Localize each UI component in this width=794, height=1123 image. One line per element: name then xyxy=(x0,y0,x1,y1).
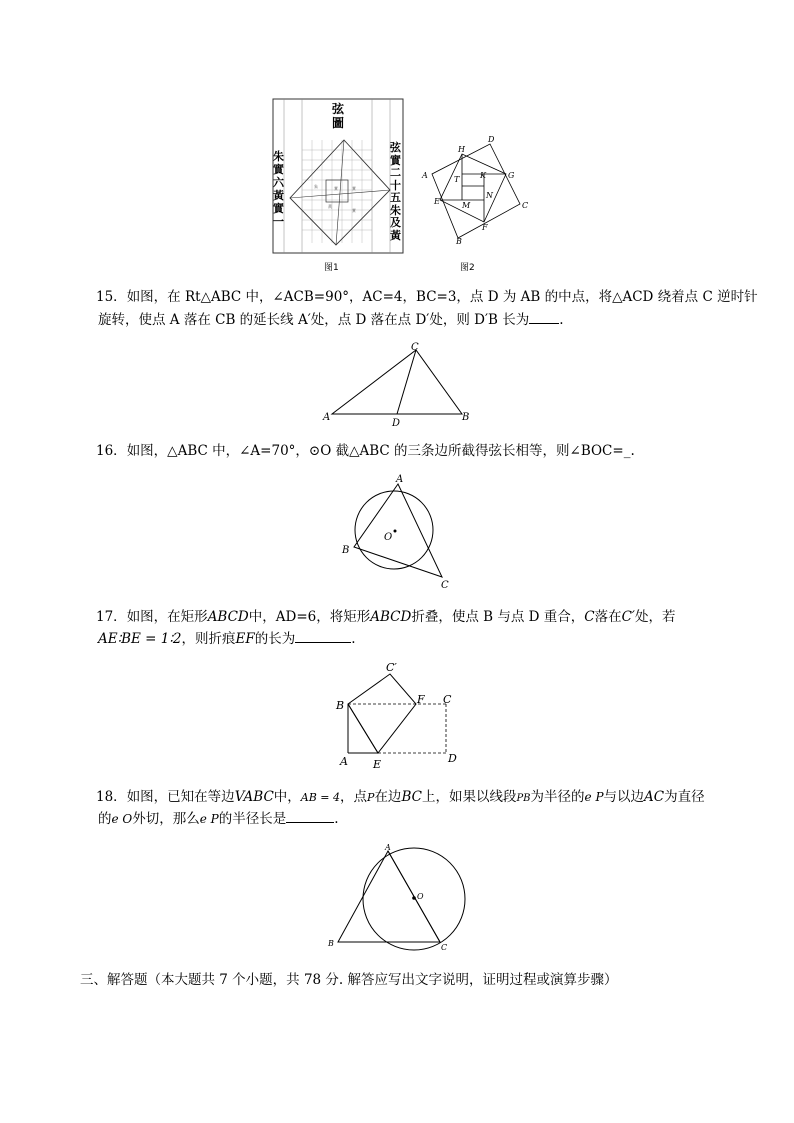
q17-text-a: 如图，在矩形 xyxy=(126,609,208,625)
q16-number: 16． xyxy=(96,443,127,459)
q18-text-l2d: e P xyxy=(199,812,219,826)
question-17-line2 xyxy=(98,628,356,650)
q17-text-d: ABCD xyxy=(370,609,412,625)
q18-text-l2a: 的 xyxy=(98,811,112,827)
svg-text:N: N xyxy=(486,191,493,200)
q18-text-a: 如图，已知在等边 xyxy=(126,789,235,805)
q16-figure xyxy=(338,470,458,592)
q17-text-g: 落在 xyxy=(594,609,622,625)
q18-text-b: VABC xyxy=(234,789,274,805)
question-17 xyxy=(96,606,676,628)
q17-label-c: C xyxy=(443,693,452,706)
q18-text-l2c: 外切，那么 xyxy=(132,811,200,827)
svg-text:H: H xyxy=(458,145,465,154)
q17-text-b: ABCD xyxy=(207,609,249,625)
q17-label-f: F xyxy=(417,693,425,706)
q17-label-b: B xyxy=(336,699,345,712)
q18-text-i: 上，如果以线段 xyxy=(421,789,517,805)
question-18 xyxy=(96,786,705,810)
q15-answer-blank[interactable] xyxy=(529,311,559,324)
q17-label-a: A xyxy=(340,755,348,768)
q18-text-l2e: 的半径长是 xyxy=(218,811,287,827)
q17-answer-blank[interactable] xyxy=(295,630,351,643)
q18-figure xyxy=(324,840,470,952)
q15-line1: 如图，在 Rt△ABC 中，∠ACB=90°，AC=4，BC=3，点 D 为 AB 的中点，将△ACD 绕着点 C 逆时针 xyxy=(126,289,758,305)
q18-label-b: B xyxy=(328,939,334,948)
q18-period: . xyxy=(334,811,339,827)
figure-2 xyxy=(418,134,530,246)
svg-text:朱: 朱 xyxy=(314,184,318,189)
q18-label-a: A xyxy=(385,843,391,852)
q18-text-o: 为直径 xyxy=(664,789,705,805)
svg-text:實: 實 xyxy=(334,186,338,191)
q17-text-l2d: 的长为 xyxy=(254,631,296,647)
svg-text:M: M xyxy=(462,201,471,210)
q18-text-n: AC xyxy=(644,789,665,805)
question-15-line2 xyxy=(98,309,564,331)
q18-text-k: 为半径的 xyxy=(530,789,585,805)
q15-label-d: D xyxy=(392,418,401,429)
svg-text:T: T xyxy=(454,175,460,184)
q16-period: . xyxy=(630,443,635,459)
question-16 xyxy=(96,440,635,462)
q17-text-f: C xyxy=(584,609,595,625)
q18-text-j: PB xyxy=(516,793,531,804)
q17-text-e: 折叠，使点 B 与点 D 重合， xyxy=(411,609,585,625)
q16-label-o: O xyxy=(384,532,393,543)
q18-text-g: 在边 xyxy=(374,789,402,805)
section-3-heading: 三、解答题（本大题共 7 个小题，共 78 分. 解答应写出文字说明，证明过程或演算步骤） xyxy=(80,972,618,988)
q17-ratio: AE∶BE = 1∶2 xyxy=(98,631,182,647)
svg-text:實: 實 xyxy=(352,186,356,191)
figure-1-caption: 图1 xyxy=(324,263,339,273)
q15-figure xyxy=(320,340,472,430)
q18-text-h: BC xyxy=(401,789,422,805)
q15-number: 15． xyxy=(96,289,127,305)
q16-label-a: A xyxy=(396,474,404,485)
q16-label-c: C xyxy=(441,580,449,591)
q16-blank[interactable]: _ xyxy=(623,443,631,459)
q18-text-e: ，点 xyxy=(340,789,368,805)
q17-number: 17． xyxy=(96,609,127,625)
q17-text-ef: EF xyxy=(235,631,255,647)
q17-text-i: 处，若 xyxy=(635,609,676,625)
q17-label-e: E xyxy=(373,758,382,770)
xiantu-left-text: 朱實六黃實一 xyxy=(273,150,284,228)
figure-1-xiantu xyxy=(272,98,404,254)
svg-text:K: K xyxy=(480,171,486,180)
q15-line2: 旋转，使点 A 落在 CB 的延长线 A′处，点 D 落在点 D′处，则 D′B 长为 xyxy=(98,312,530,328)
svg-text:黃: 黃 xyxy=(328,204,332,209)
q17-text-c: 中，AD=6，将矩形 xyxy=(248,609,371,625)
q18-text-m: 与以边 xyxy=(603,789,645,805)
q15-label-a: A xyxy=(323,412,331,423)
svg-text:F: F xyxy=(482,223,488,232)
q17-text-l2b: ，则折痕 xyxy=(181,631,236,647)
q18-answer-blank[interactable] xyxy=(286,810,334,823)
svg-text:實: 實 xyxy=(352,208,356,213)
q17-text-h: C′ xyxy=(621,609,635,625)
q18-text-d: AB = 4 xyxy=(300,791,341,804)
q18-label-c: C xyxy=(441,943,448,952)
svg-text:D: D xyxy=(488,135,495,144)
q18-label-o: O xyxy=(417,892,424,901)
q17-label-c-prime: C′ xyxy=(386,661,397,674)
q15-label-b: B xyxy=(462,412,470,423)
q18-number: 18． xyxy=(96,789,127,805)
xiantu-title: 弦圖 xyxy=(332,102,345,130)
svg-text:C: C xyxy=(522,201,529,210)
question-18-line2 xyxy=(98,808,339,830)
figure-2-drawing xyxy=(418,134,530,246)
q17-figure xyxy=(332,658,464,770)
q15-period: . xyxy=(559,312,564,328)
q15-label-c: C xyxy=(411,342,419,353)
question-15 xyxy=(96,286,758,308)
q16-line1: 如图，△ABC 中，∠A=70°，⊙O 截△ABC 的三条边所截得弦长相等，则∠BOC= xyxy=(126,443,624,459)
svg-text:B: B xyxy=(456,237,462,246)
q18-text-l: e P xyxy=(584,790,604,804)
q16-label-b: B xyxy=(342,545,350,556)
q18-text-l2b: e O xyxy=(111,812,133,826)
svg-text:G: G xyxy=(508,171,515,180)
q18-text-c: 中， xyxy=(273,789,301,805)
q17-period: . xyxy=(351,631,356,647)
q18-text-f: P xyxy=(367,791,375,804)
xiantu-right-text: 弦實二十五朱及黃 xyxy=(390,141,401,242)
svg-text:A: A xyxy=(422,171,428,180)
q17-label-d: D xyxy=(448,752,457,765)
svg-text:E: E xyxy=(434,197,440,206)
figure-2-caption: 图2 xyxy=(460,263,475,273)
